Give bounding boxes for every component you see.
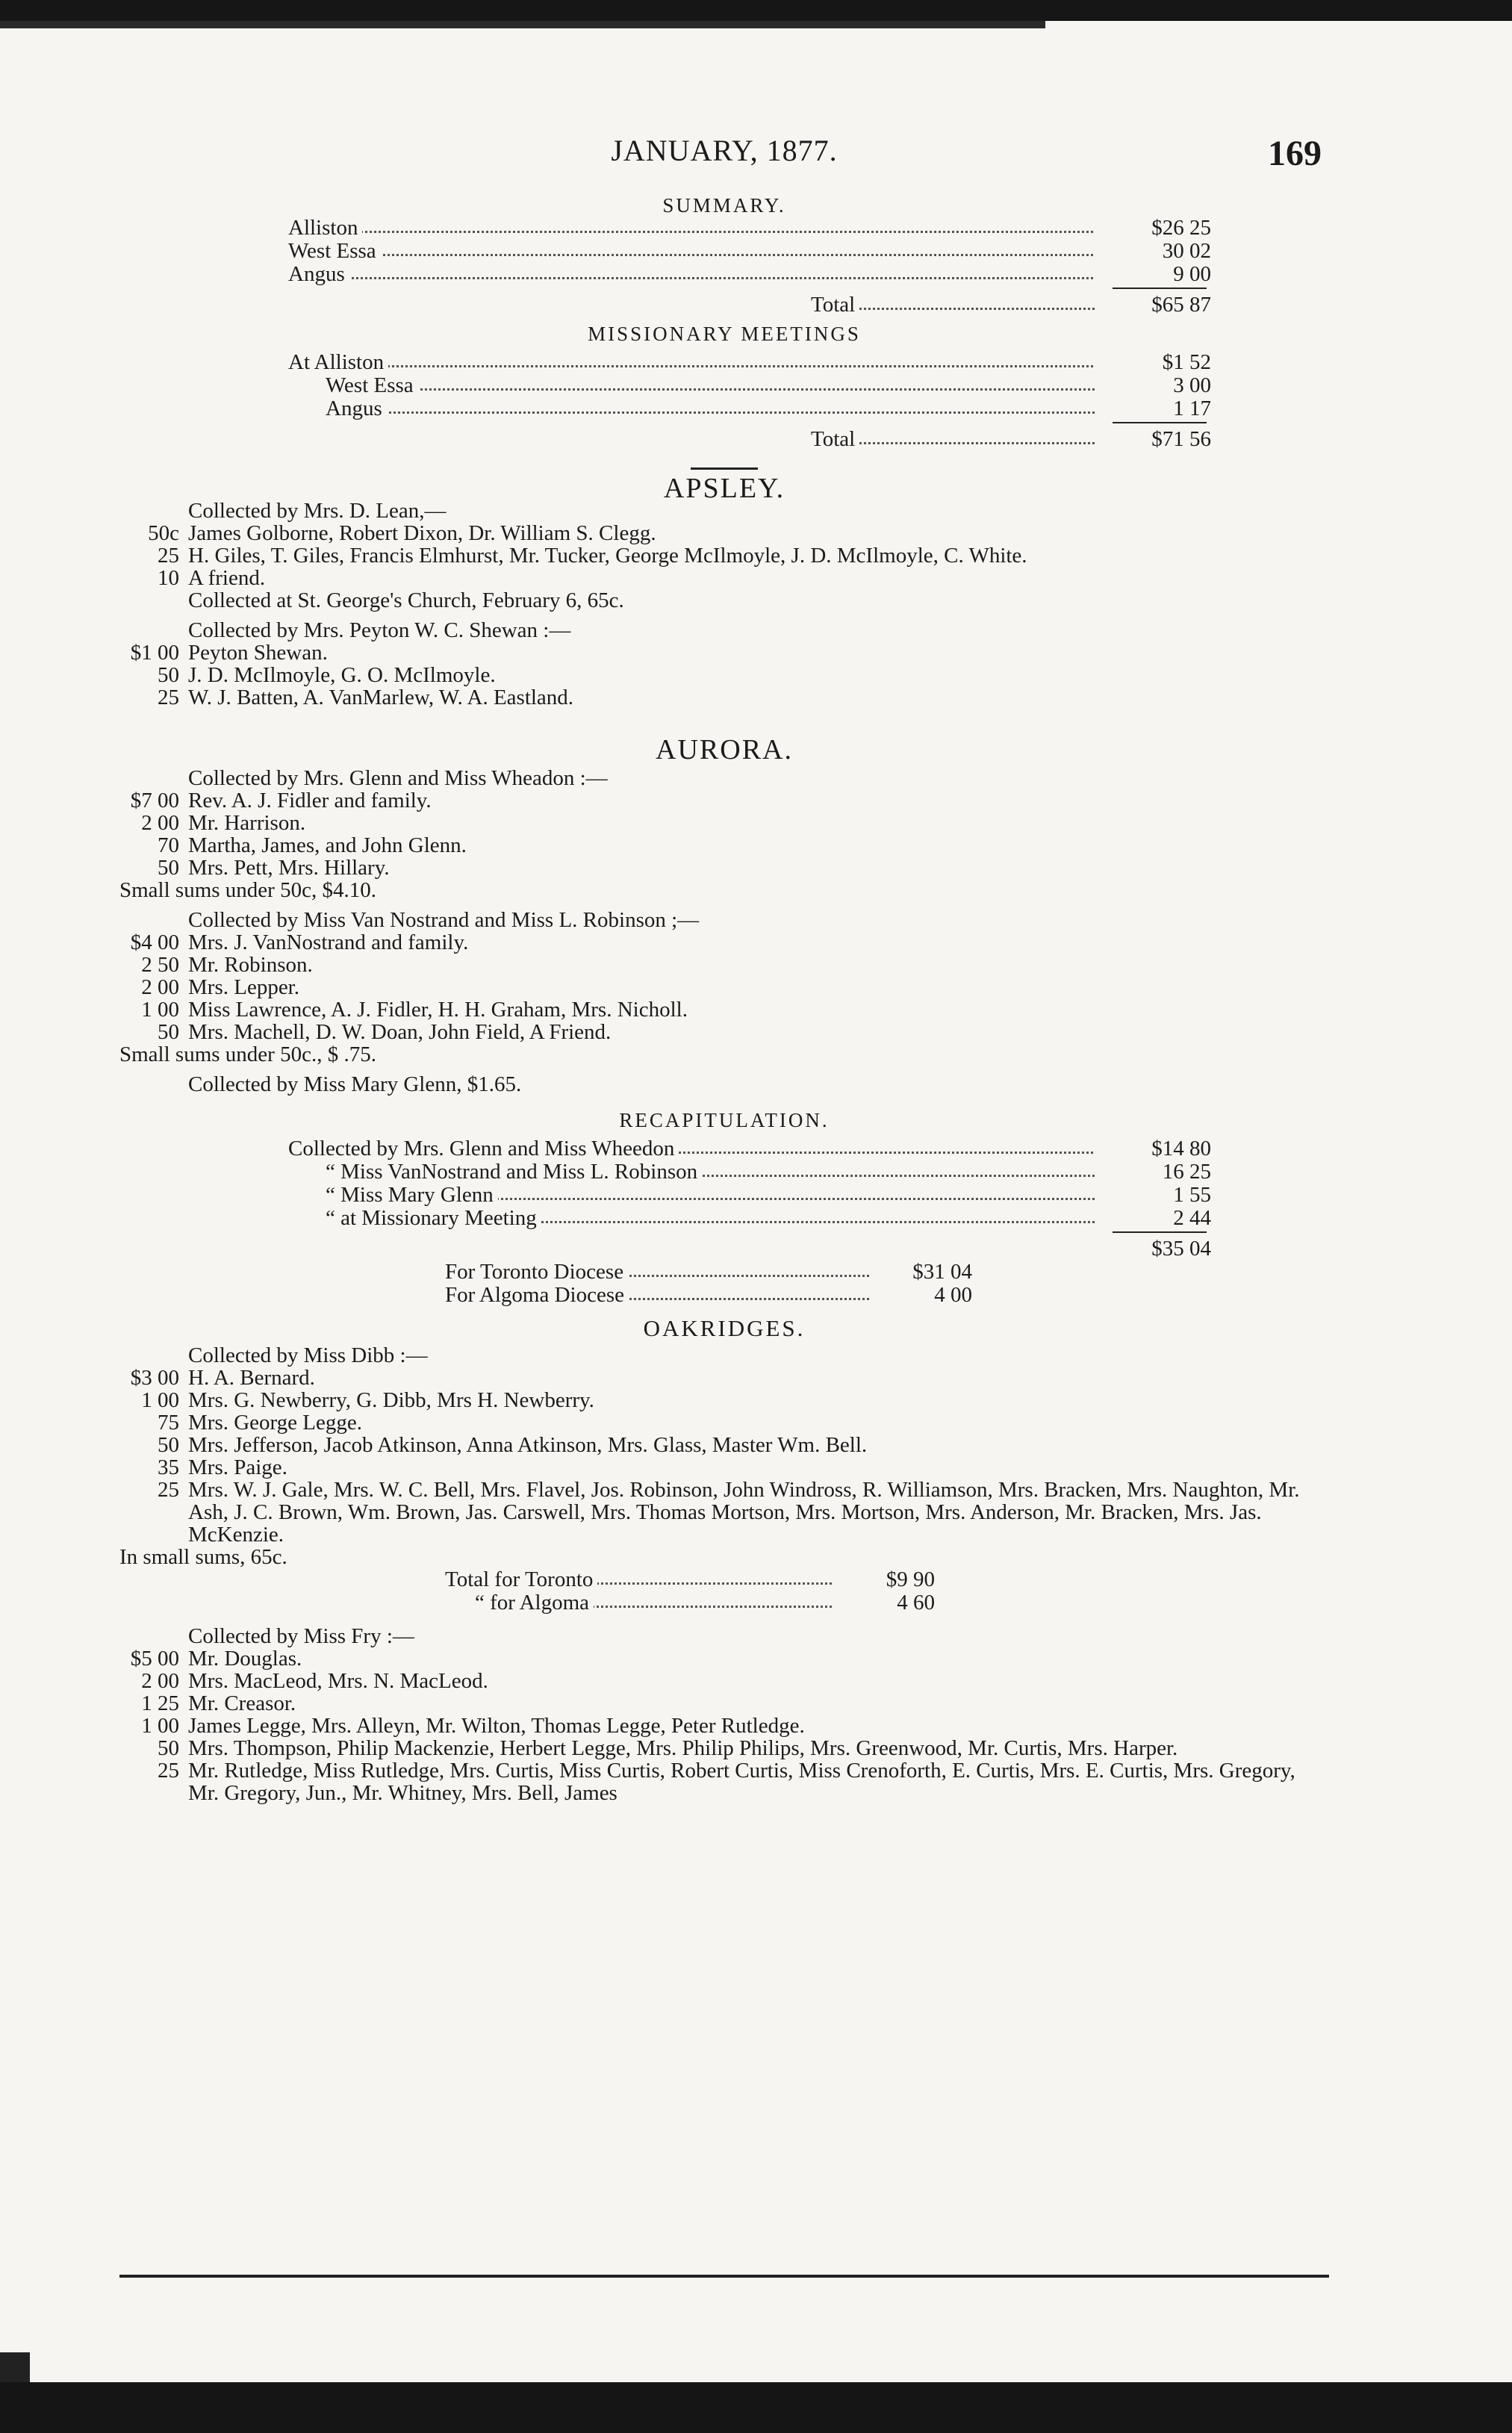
total-row [119, 428, 1329, 451]
entry-names: Peyton Shewan. [188, 641, 328, 665]
entry-names: Mrs. George Legge. [188, 1411, 363, 1435]
entry-amount: $7 00 [130, 789, 179, 812]
total-amount: $71 56 [1095, 428, 1211, 450]
leader-dots [288, 275, 1207, 279]
entry-names: Mrs. G. Newberry, G. Dibb, Mrs H. Newberry. [188, 1388, 594, 1412]
list-item [119, 954, 1329, 976]
entry-amount: 35 [158, 1455, 179, 1479]
ledger-row [119, 263, 1329, 286]
page-number: 169 [1268, 134, 1322, 173]
ledger-row [119, 217, 1329, 240]
entry-names: Miss Lawrence, A. J. Fidler, H. H. Graham, Mrs. Nicholl. [188, 998, 688, 1022]
list-item [119, 976, 1329, 998]
entry-names: A friend. [188, 566, 266, 590]
list-item [119, 567, 1329, 589]
page-body [119, 194, 1329, 1804]
ledger-amount: 4 60 [833, 1591, 935, 1614]
entry-names: Rev. A. J. Fidler and family. [188, 789, 432, 812]
entry-amount: $5 00 [130, 1647, 179, 1671]
leader-dots [288, 363, 1207, 367]
entry-names: Mrs. Paige. [188, 1455, 287, 1479]
page [119, 119, 1329, 2278]
ledger-label: At Alliston [288, 351, 388, 373]
ledger-label: West Essa [288, 240, 381, 262]
ledger-label: Angus [326, 397, 387, 420]
list-item [119, 1021, 1329, 1043]
leader-dots [288, 252, 1207, 256]
ledger-amount: 16 25 [1095, 1160, 1211, 1183]
note-line: Small sums under 50c., $ .75. [119, 1043, 376, 1066]
list-item [119, 1647, 1329, 1670]
entry-names: Mr. Douglas. [188, 1647, 302, 1671]
ledger-row [119, 1184, 1329, 1207]
entry-amount: 70 [158, 833, 179, 857]
note-line: Collected at St. George's Church, February 6, 65c. [188, 588, 624, 612]
ledger-amount: 9 00 [1095, 263, 1211, 285]
list-item [119, 544, 1329, 567]
entry-amount: 1 25 [141, 1691, 179, 1715]
note-line: In small sums, 65c. [119, 1545, 287, 1569]
ledger-amount: 1 55 [1095, 1184, 1211, 1206]
note-line: Small sums under 50c, $4.10. [119, 878, 376, 902]
entry-names: Mr. Creasor. [188, 1691, 296, 1715]
entry-amount: $1 00 [130, 641, 179, 665]
ledger-amount: 2 44 [1095, 1207, 1211, 1229]
entry-names: Mrs. MacLeod, Mrs. N. MacLeod. [188, 1669, 488, 1693]
apsley-heading: APSLEY. [663, 473, 785, 504]
collector-line: Collected by Miss Van Nostrand and Miss L. Robinson ;— [188, 908, 700, 932]
total-row [119, 293, 1329, 317]
list-item [119, 1389, 1329, 1411]
entry-amount: 2 00 [141, 1669, 179, 1693]
list-item [119, 834, 1329, 857]
collector-line: Collected by Miss Fry :— [188, 1624, 414, 1648]
entry-names: Mrs. Machell, D. W. Doan, John Field, A Friend. [188, 1020, 612, 1044]
collector-line: Collected by Mrs. Peyton W. C. Shewan :— [188, 618, 571, 642]
ledger-row [119, 1137, 1329, 1160]
recapitulation-heading: RECAPITULATION. [619, 1109, 830, 1131]
collector-line: Collected by Miss Dibb :— [188, 1343, 428, 1367]
entry-names: James Golborne, Robert Dixon, Dr. William S. Clegg. [188, 521, 656, 545]
oakridges-heading: OAKRIDGES. [643, 1315, 806, 1341]
entry-amount: 1 00 [141, 998, 179, 1022]
ledger-amount: 1 17 [1095, 397, 1211, 420]
ledger-amount: $9 90 [833, 1568, 935, 1591]
list-item [119, 522, 1329, 544]
ledger-row [119, 240, 1329, 263]
entry-amount: $3 00 [130, 1366, 179, 1390]
summary-heading: SUMMARY. [662, 194, 786, 217]
list-item [119, 1670, 1329, 1692]
ledger-row [119, 351, 1329, 374]
running-head [119, 133, 1329, 178]
page-title: JANUARY, 1877. [611, 134, 838, 167]
entry-names: Mrs. Pett, Mrs. Hillary. [188, 856, 390, 880]
entry-amount: 50 [158, 1736, 179, 1760]
list-item [119, 998, 1329, 1021]
entry-names: Mrs. Jefferson, Jacob Atkinson, Anna Atkinson, Mrs. Glass, Master Wm. Bell. [188, 1433, 868, 1457]
total-row [119, 1237, 1329, 1261]
ledger-amount: $1 52 [1095, 351, 1211, 373]
aurora-heading: AURORA. [656, 734, 793, 765]
list-item [119, 1367, 1329, 1389]
list-item [119, 1411, 1329, 1434]
leader-dots [326, 409, 1207, 414]
entry-amount: $4 00 [130, 930, 179, 954]
entry-names: Mrs. W. J. Gale, Mrs. W. C. Bell, Mrs. Flavel, Jos. Robinson, John Windross, R. Williamson, Mrs. Bracken, Mrs. Naughton, Mr. Ash, J. C. Brown, Wm. Brown, Jas. Carswell, Mrs. Thomas Mortson, Mrs. Mortson, Mrs. Anderson, Mr. Bracken, Mrs. Jas. McKenzie. [188, 1478, 1300, 1547]
entry-amount: 25 [158, 686, 179, 709]
leader-dots [326, 386, 1207, 391]
entry-amount: 25 [158, 544, 179, 568]
ledger-amount: $26 25 [1095, 217, 1211, 239]
list-item [119, 664, 1329, 686]
entry-names: Mrs. J. VanNostrand and family. [188, 930, 469, 954]
list-item [119, 812, 1329, 834]
list-item [119, 857, 1329, 879]
collector-line: Collected by Mrs. Glenn and Miss Wheadon :— [188, 766, 608, 790]
sum-rule [1113, 422, 1207, 423]
ledger-label: Angus [288, 263, 349, 285]
list-item [119, 1759, 1329, 1804]
note-line: Collected by Miss Mary Glenn, $1.65. [188, 1072, 522, 1096]
entry-names: Mrs. Thompson, Philip Mackenzie, Herbert Legge, Mrs. Philip Philips, Mrs. Greenwood, Mr. Curtis, Mrs. Harper. [188, 1736, 1178, 1760]
entry-names: J. D. McIlmoyle, G. O. McIlmoyle. [188, 663, 496, 687]
entry-amount: 10 [158, 566, 179, 590]
diocese-row [119, 1261, 1329, 1284]
entry-amount: 75 [158, 1411, 179, 1435]
ledger-label: For Algoma Diocese [445, 1284, 629, 1306]
list-item [119, 1434, 1329, 1456]
list-item [119, 789, 1329, 812]
list-item [119, 1737, 1329, 1759]
ledger-row [119, 397, 1329, 420]
ledger-amount: $14 80 [1095, 1137, 1211, 1160]
total-label: Total [811, 428, 859, 450]
missionary-meetings-heading: MISSIONARY MEETINGS [588, 323, 861, 345]
total-label: Total [811, 293, 859, 316]
scan-top-shadow [0, 21, 1045, 28]
ledger-amount: $31 04 [871, 1261, 972, 1283]
entry-names: James Legge, Mrs. Alleyn, Mr. Wilton, Thomas Legge, Peter Rutledge. [188, 1714, 805, 1738]
ledger-label: For Toronto Diocese [445, 1261, 628, 1283]
total-amount: $65 87 [1095, 293, 1211, 316]
entry-amount: 50 [158, 663, 179, 687]
entry-names: Martha, James, and John Glenn. [188, 833, 467, 857]
ledger-row [119, 374, 1329, 397]
total-row [119, 1568, 1329, 1591]
entry-names: Mr. Harrison. [188, 811, 306, 835]
scan-corner [0, 2352, 30, 2382]
ledger-amount: 30 02 [1095, 240, 1211, 262]
list-item [119, 1456, 1329, 1479]
list-item [119, 641, 1329, 664]
ledger-row [119, 1160, 1329, 1184]
entry-amount: 1 00 [141, 1714, 179, 1738]
list-item [119, 1479, 1329, 1546]
ledger-row [119, 1207, 1329, 1230]
entry-names: H. A. Bernard. [188, 1366, 315, 1390]
entry-names: W. J. Batten, A. VanMarlew, W. A. Eastland. [188, 686, 574, 709]
sum-rule [1113, 1231, 1207, 1233]
collector-line: Collected by Mrs. D. Lean,— [188, 499, 447, 523]
entry-names: H. Giles, T. Giles, Francis Elmhurst, Mr. Tucker, George McIlmoyle, J. D. McIlmoyle, C. White. [188, 544, 1027, 568]
total-amount: $35 04 [1095, 1237, 1211, 1260]
ledger-label: West Essa [326, 374, 418, 397]
list-item [119, 931, 1329, 954]
ledger-label: Total for Toronto [445, 1568, 597, 1591]
entry-amount: 25 [158, 1478, 179, 1502]
ledger-label: “ for Algoma [475, 1591, 594, 1614]
entry-amount: 50c [148, 521, 179, 545]
ledger-amount: 4 00 [871, 1284, 972, 1306]
entry-amount: 2 50 [141, 953, 179, 977]
entry-amount: 50 [158, 1020, 179, 1044]
sum-rule [1113, 288, 1207, 289]
scan-top-edge [0, 0, 1512, 21]
ledger-amount: 3 00 [1095, 374, 1211, 397]
list-item [119, 1715, 1329, 1737]
ledger-label: “ Miss VanNostrand and Miss L. Robinson [326, 1160, 702, 1183]
scan-bottom-edge [0, 2382, 1512, 2433]
ledger-label: “ at Missionary Meeting [326, 1207, 541, 1229]
entry-amount: 25 [158, 1759, 179, 1783]
entry-amount: 1 00 [141, 1388, 179, 1412]
entry-names: Mr. Robinson. [188, 953, 313, 977]
entry-amount: 50 [158, 856, 179, 880]
ledger-label: “ Miss Mary Glenn [326, 1184, 498, 1206]
list-item [119, 686, 1329, 709]
entry-amount: 50 [158, 1433, 179, 1457]
leader-dots [288, 229, 1207, 233]
ledger-label: Alliston [288, 217, 362, 239]
list-item [119, 1692, 1329, 1715]
ledger-label: Collected by Mrs. Glenn and Miss Wheedon [288, 1137, 679, 1160]
entry-amount: 2 00 [141, 811, 179, 835]
total-row [119, 1591, 1329, 1615]
entry-names: Mr. Rutledge, Miss Rutledge, Mrs. Curtis, Miss Curtis, Robert Curtis, Miss Crenoforth, E. Curtis, Mrs. E. Curtis, Mrs. Gregory, Mr. Gregory, Jun., Mr. Whitney, Mrs. Bell, James [188, 1759, 1295, 1805]
bottom-rule [119, 2275, 1329, 2278]
entry-names: Mrs. Lepper. [188, 975, 299, 999]
entry-amount: 2 00 [141, 975, 179, 999]
section-separator [691, 467, 758, 470]
diocese-row [119, 1284, 1329, 1307]
